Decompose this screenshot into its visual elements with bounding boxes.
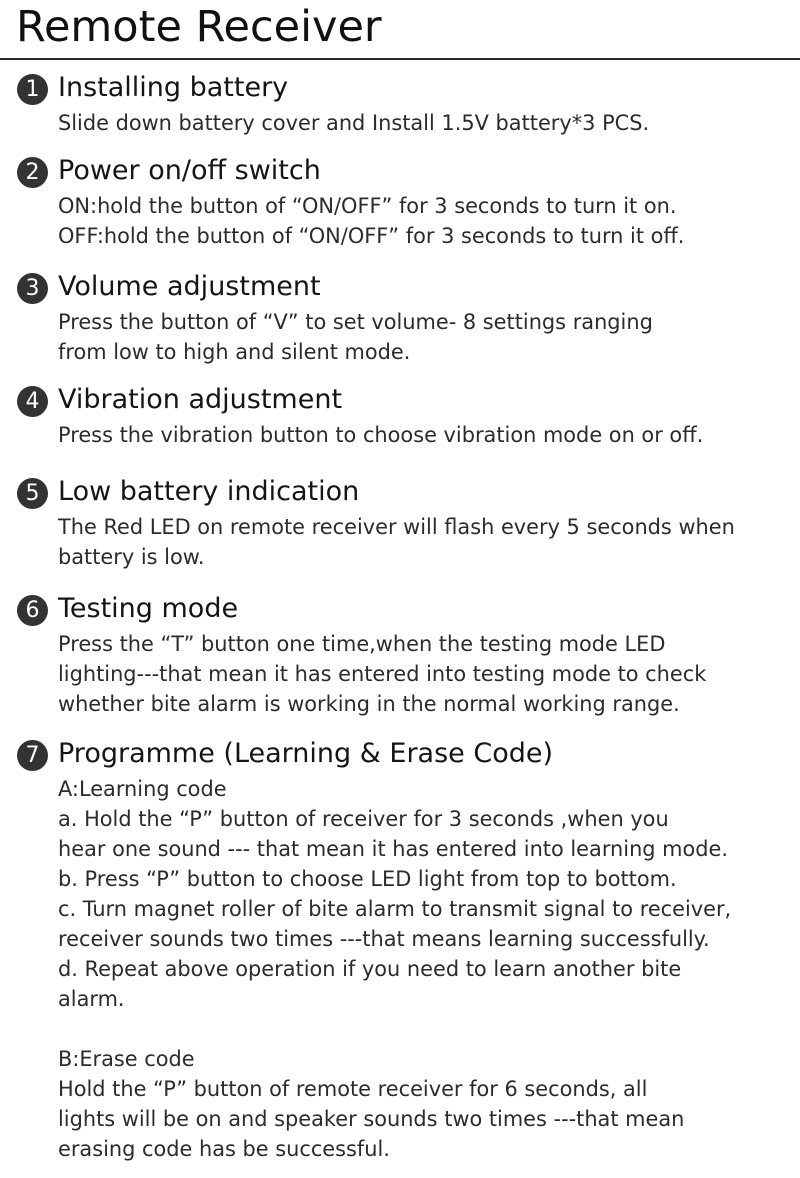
section-heading: Volume adjustment [58, 271, 321, 302]
section-heading: Installing battery [58, 72, 289, 103]
body-line: lights will be on and speaker sounds two times ---that mean [58, 1107, 685, 1131]
step-number-badge: 5 [17, 478, 48, 509]
body-line: battery is low. [58, 545, 205, 569]
body-line: hear one sound --- that mean it has entered into learning mode. [58, 837, 729, 861]
step-number-badge: 4 [17, 386, 48, 417]
body-line: from low to high and silent mode. [58, 340, 411, 364]
section-heading: Programme (Learning & Erase Code) [58, 738, 554, 769]
step-number-badge: 2 [17, 157, 48, 188]
body-line: receiver sounds two times ---that means learning successfully. [58, 927, 710, 951]
title-divider [0, 58, 800, 60]
body-line: c. Turn magnet roller of bite alarm to transmit signal to receiver, [58, 897, 732, 921]
section-heading: Vibration adjustment [58, 384, 343, 415]
section-body [58, 774, 800, 1164]
page-title: Remote Receiver [16, 2, 382, 52]
step-number-badge: 7 [17, 740, 48, 771]
body-line: Press the “T” button one time,when the testing mode LED [58, 632, 666, 656]
body-line: OFF:hold the button of “ON/OFF” for 3 seconds to turn it off. [58, 224, 685, 248]
section-heading: Testing mode [58, 593, 239, 624]
body-line: Hold the “P” button of remote receiver for 6 seconds, all [58, 1077, 648, 1101]
body-line: The Red LED on remote receiver will flash every 5 seconds when [58, 515, 735, 539]
section-heading: Power on/off switch [58, 155, 321, 186]
spacer [58, 1014, 800, 1044]
body-line: Press the vibration button to choose vibration mode on or off. [58, 423, 704, 447]
step-number-badge: 1 [17, 74, 48, 105]
body-line: ON:hold the button of “ON/OFF” for 3 seconds to turn it on. [58, 194, 677, 218]
step-number-badge: 6 [17, 595, 48, 626]
section-body [58, 512, 800, 572]
body-line: lighting---that mean it has entered into testing mode to check [58, 662, 707, 686]
body-line: b. Press “P” button to choose LED light from top to bottom. [58, 867, 677, 891]
body-line: Slide down battery cover and Install 1.5V battery*3 PCS. [58, 111, 650, 135]
step-number-badge: 3 [17, 273, 48, 304]
section-body [58, 629, 800, 719]
subheading-learning-code: A:Learning code [58, 777, 227, 801]
section-body [58, 191, 800, 251]
section-body [58, 108, 800, 138]
subheading-erase-code: B:Erase code [58, 1047, 195, 1071]
section-body [58, 420, 800, 450]
section-body [58, 307, 800, 367]
body-line: d. Repeat above operation if you need to learn another bite [58, 957, 682, 981]
body-line: whether bite alarm is working in the normal working range. [58, 692, 680, 716]
body-line: a. Hold the “P” button of receiver for 3 seconds ,when you [58, 807, 669, 831]
body-line: erasing code has be successful. [58, 1137, 390, 1161]
body-line: alarm. [58, 987, 125, 1011]
section-heading: Low battery indication [58, 476, 360, 507]
body-line: Press the button of “V” to set volume- 8 settings ranging [58, 310, 653, 334]
